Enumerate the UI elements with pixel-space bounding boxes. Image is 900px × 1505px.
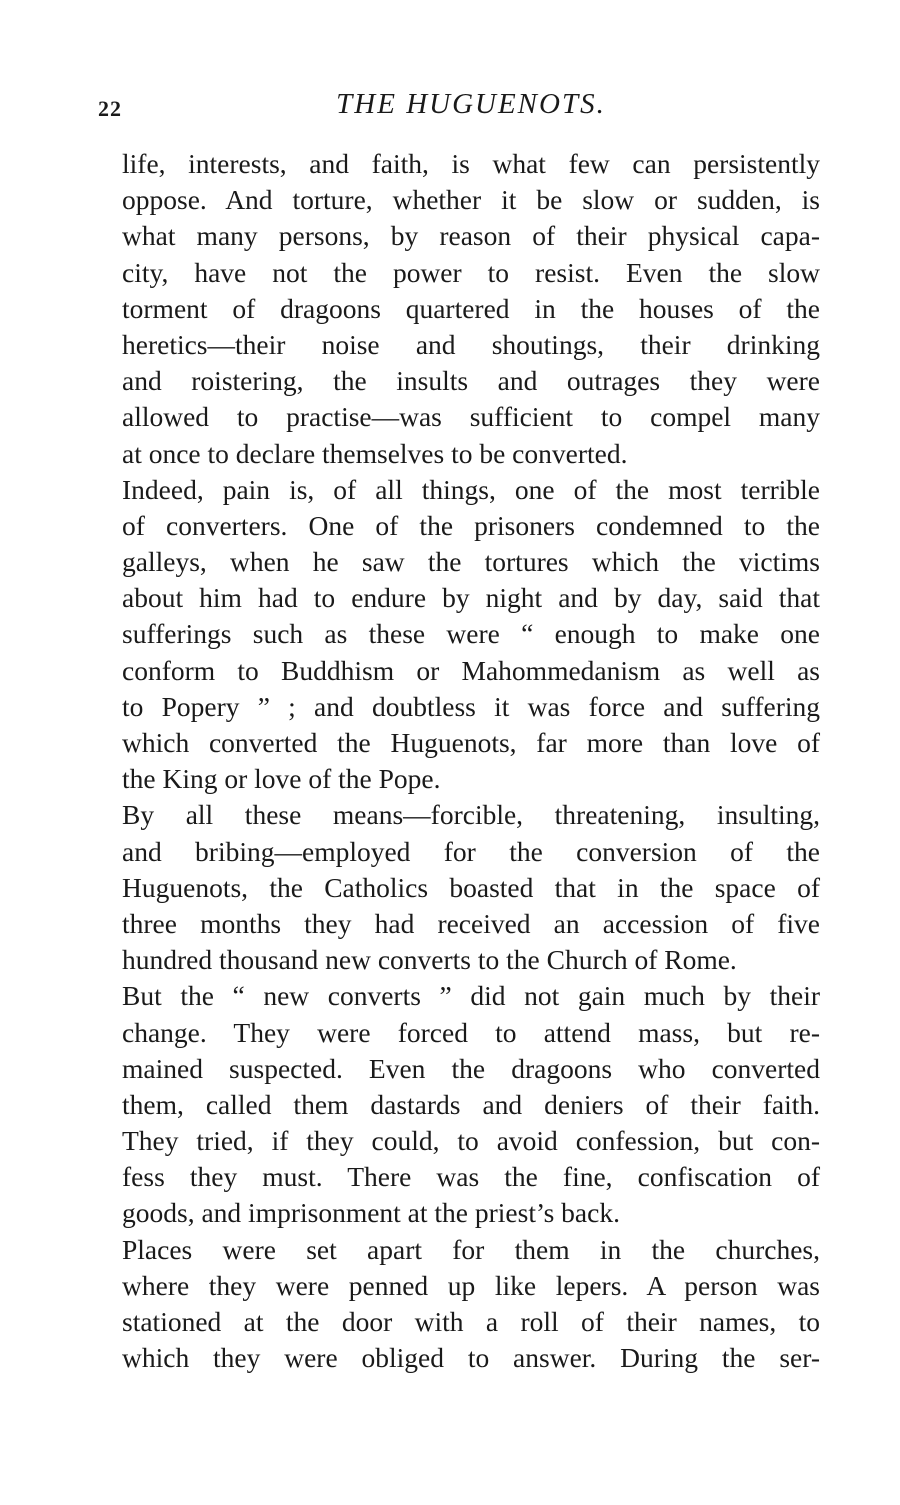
text-line: oppose. And torture, whether it be slow or sudden, is — [122, 184, 820, 216]
text-line: them, called them dastards and deniers of their faith. — [122, 1088, 820, 1120]
running-head — [98, 88, 820, 128]
text-line: torment of dragoons quartered in the houses of the — [122, 292, 820, 324]
text-line: three months they had received an accession of five — [122, 907, 820, 939]
text-line: life, interests, and faith, is what few can persistently — [122, 148, 820, 179]
text-line: stationed at the door with a roll of their names, to — [122, 1306, 820, 1337]
text-line: fess they must. There was the fine, confiscation of — [122, 1161, 820, 1193]
text-line: change. They were forced to attend mass, but re- — [122, 1016, 820, 1048]
text-line: which they were obliged to answer. During the ser- — [122, 1342, 820, 1374]
text-line: where they were penned up like lepers. A person was — [122, 1269, 820, 1301]
text-line: By all these means—forcible, threatening, insulting, — [122, 799, 820, 831]
paragraph-1 — [122, 146, 820, 472]
text-line: sufferings such as these were “ enough to make one — [122, 618, 820, 650]
text-line: about him had to endure by night and by day, said that — [122, 582, 820, 614]
text-line: to Popery ” ; and doubtless it was force and suffering — [122, 690, 820, 722]
text-line: Places were set apart for them in the churches, — [122, 1233, 820, 1265]
text-line: conform to Buddhism or Mahommedanism as well as — [122, 654, 820, 686]
text-line: Indeed, pain is, of all things, one of the most terrible — [122, 473, 820, 505]
text-line: at once to declare themselves to be converted. — [122, 437, 628, 469]
book-page — [98, 88, 820, 1376]
text-line: of converters. One of the prisoners condemned to the — [122, 509, 820, 541]
paragraph-2 — [122, 472, 820, 798]
text-line: mained suspected. Even the dragoons who converted — [122, 1052, 820, 1084]
text-line: But the “ new converts ” did not gain much by their — [122, 980, 820, 1012]
paragraph-5 — [122, 1232, 820, 1377]
text-line: heretics—their noise and shoutings, their drinking — [122, 328, 820, 360]
text-line: They tried, if they could, to avoid confession, but con- — [122, 1125, 820, 1157]
text-line: the King or love of the Pope. — [122, 763, 441, 795]
text-line: which converted the Huguenots, far more than love of — [122, 727, 820, 758]
text-line: and bribing—employed for the conversion of the — [122, 835, 820, 867]
text-line: allowed to practise—was sufficient to compel many — [122, 401, 820, 433]
text-line: city, have not the power to resist. Even the slow — [122, 256, 820, 288]
page-number: 22 — [98, 96, 122, 121]
text-line: galleys, when he saw the tortures which the victims — [122, 546, 820, 578]
text-line: Huguenots, the Catholics boasted that in the space of — [122, 871, 820, 903]
paragraph-3 — [122, 797, 820, 978]
text-line: what many persons, by reason of their physical capa- — [122, 220, 820, 252]
text-line: hundred thousand new converts to the Church of Rome. — [122, 944, 737, 976]
text-line: and roistering, the insults and outrages they were — [122, 365, 820, 397]
running-title: THE HUGUENOTS. — [336, 88, 606, 120]
paragraph-4 — [122, 978, 820, 1231]
text-line: goods, and imprisonment at the priest’s back. — [122, 1197, 620, 1229]
